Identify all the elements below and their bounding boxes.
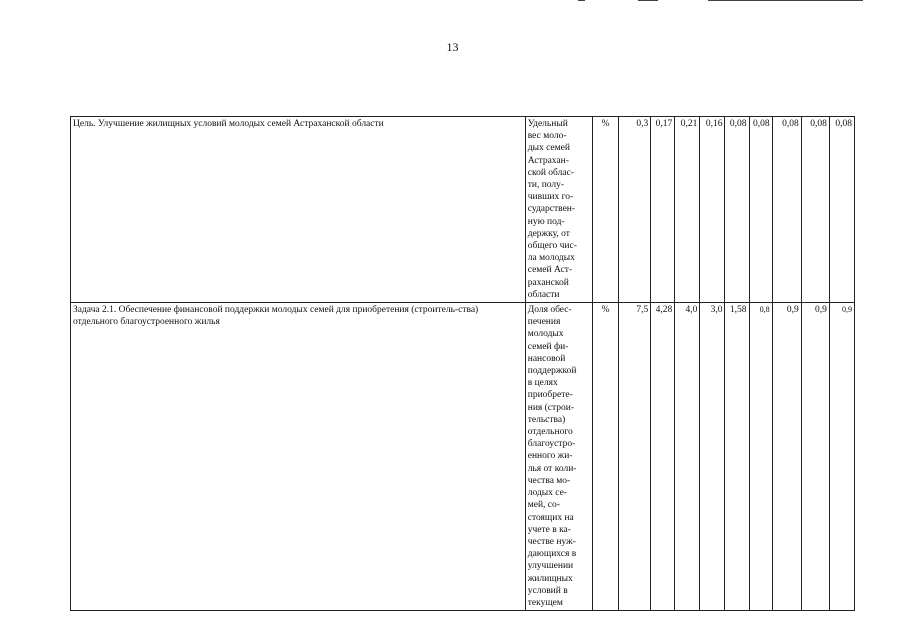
indicator-line: в целях bbox=[527, 378, 558, 389]
scan-mark bbox=[638, 0, 658, 1]
indicator-line: лодых се- bbox=[527, 488, 568, 499]
indicator-line: держку, от bbox=[527, 228, 570, 239]
goal-value: 0,17 bbox=[651, 117, 675, 303]
indicator-line: ния (строи- bbox=[527, 402, 575, 413]
indicator-line: Астрахан- bbox=[527, 155, 569, 166]
task-description: Задача 2.1. Обеспечение финансовой поддержки молодых семей для приобретения (строитель-ства) отдельного благоустроенного жилья bbox=[71, 303, 526, 611]
indicator-line: вес моло- bbox=[527, 131, 567, 142]
table-row-goal bbox=[71, 117, 855, 303]
task-value: 1,58 bbox=[725, 303, 749, 611]
goal-value: 0,21 bbox=[675, 117, 700, 303]
table-row-task bbox=[71, 303, 855, 611]
indicators-table bbox=[70, 116, 855, 611]
indicator-line: приобрете- bbox=[527, 390, 573, 401]
goal-value: 0,08 bbox=[801, 117, 829, 303]
task-value: 4,28 bbox=[651, 303, 675, 611]
task-value: 0,9 bbox=[829, 303, 854, 611]
goal-value: 0,08 bbox=[749, 117, 772, 303]
task-value: 0,8 bbox=[749, 303, 772, 611]
indicator-line: ти, полу- bbox=[527, 180, 565, 191]
scan-mark bbox=[578, 0, 585, 1]
indicator-line: условий в bbox=[527, 585, 568, 596]
indicator-line: честве нуж- bbox=[527, 536, 576, 547]
indicator-line: учете в ка- bbox=[527, 524, 571, 535]
task-indicator bbox=[525, 303, 592, 611]
indicator-line: ской облас- bbox=[527, 167, 574, 178]
indicator-line: поддержкой bbox=[527, 366, 577, 377]
goal-value: 0,08 bbox=[829, 117, 854, 303]
indicator-line: отдельного bbox=[527, 427, 573, 438]
indicator-line: ную под- bbox=[527, 216, 565, 227]
indicator-line: стоящих на bbox=[527, 512, 574, 523]
indicator-line: благоустро- bbox=[527, 439, 576, 450]
indicator-line: общего чис- bbox=[527, 241, 577, 252]
goal-unit: % bbox=[592, 117, 618, 303]
indicator-line: чивших го- bbox=[527, 192, 574, 203]
indicator-line: текущем bbox=[527, 597, 563, 608]
indicator-line: ла молодых bbox=[527, 253, 575, 264]
task-value: 0,9 bbox=[801, 303, 829, 611]
goal-value: 0,3 bbox=[619, 117, 651, 303]
indicator-line: енного жи- bbox=[527, 451, 573, 462]
indicator-line: лья от коли- bbox=[527, 463, 577, 474]
goal-value: 0,16 bbox=[700, 117, 725, 303]
goal-value: 0,08 bbox=[725, 117, 749, 303]
indicator-line: Доля обес- bbox=[527, 305, 572, 316]
goal-description: Цель. Улучшение жилищных условий молодых семей Астраханской области bbox=[71, 117, 526, 303]
indicator-line: семей фи- bbox=[527, 341, 569, 352]
scan-mark bbox=[708, 0, 863, 1]
indicator-line: области bbox=[527, 289, 560, 300]
indicator-line: жилищных bbox=[527, 573, 573, 584]
task-value: 7,5 bbox=[619, 303, 651, 611]
indicator-line: чества мо- bbox=[527, 475, 571, 486]
indicator-line: мей, со- bbox=[527, 500, 560, 511]
indicator-line: сударствен- bbox=[527, 204, 576, 215]
indicator-line: тельства) bbox=[527, 414, 566, 425]
goal-indicator bbox=[525, 117, 592, 303]
task-value: 3,0 bbox=[700, 303, 725, 611]
goal-value: 0,08 bbox=[772, 117, 801, 303]
indicator-line: дающихся в bbox=[527, 549, 577, 560]
indicator-line: раханской bbox=[527, 277, 569, 288]
task-value: 4,0 bbox=[675, 303, 700, 611]
task-unit: % bbox=[592, 303, 618, 611]
indicator-line: нансовой bbox=[527, 353, 566, 364]
task-value: 0,9 bbox=[772, 303, 801, 611]
indicator-line: улучшении bbox=[527, 561, 574, 572]
page-number: 13 bbox=[446, 40, 459, 54]
indicator-line: семей Аст- bbox=[527, 265, 573, 276]
indicator-line: Удельный bbox=[527, 119, 568, 129]
indicator-line: молодых bbox=[527, 329, 564, 340]
indicator-line: печения bbox=[527, 317, 561, 328]
indicator-line: дых семей bbox=[527, 143, 570, 154]
